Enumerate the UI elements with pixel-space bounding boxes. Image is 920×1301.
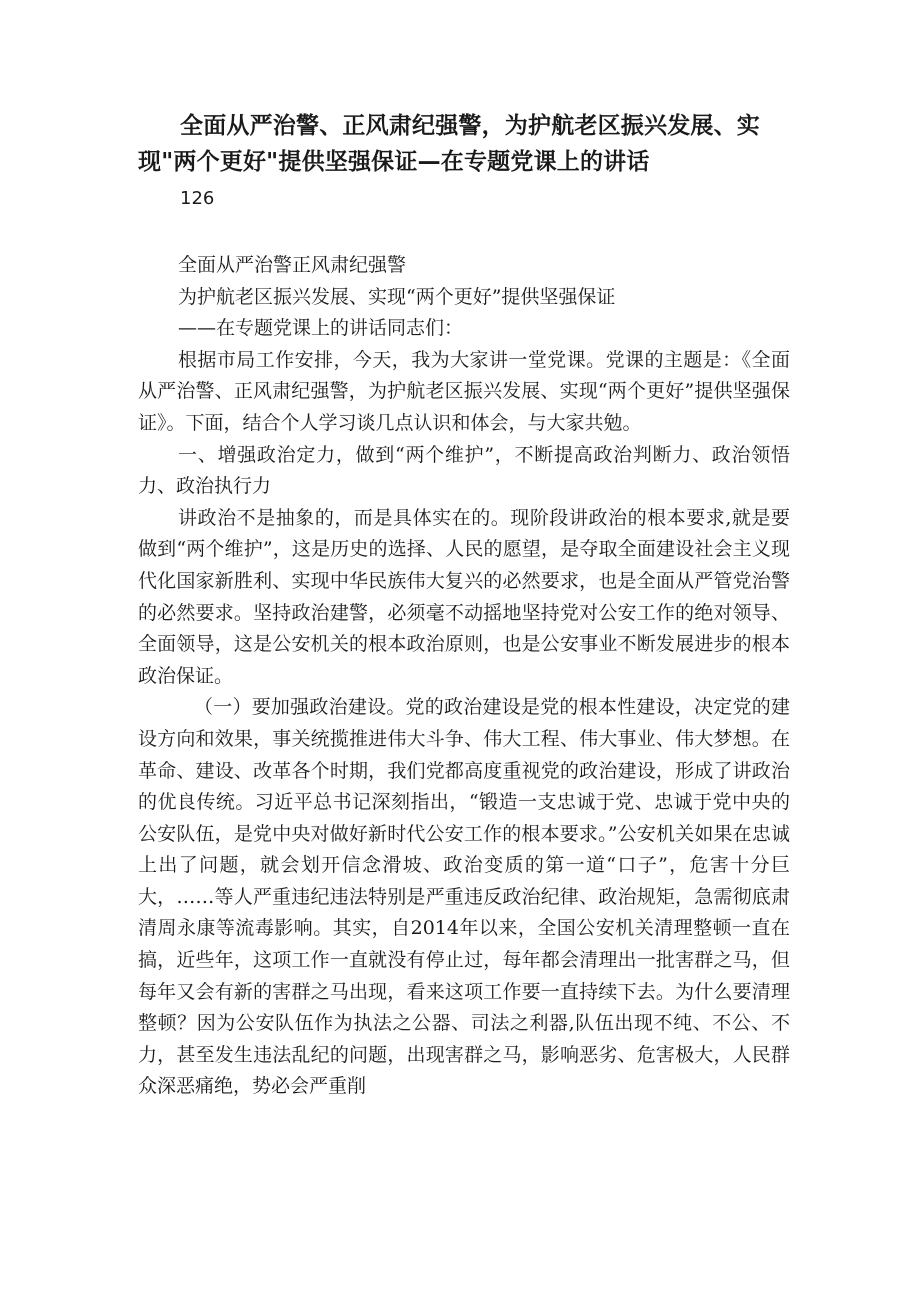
body-paragraph: ——在专题党课上的讲话同志们： (178, 317, 464, 340)
body-paragraph: （一）要加强政治建设。党的政治建设是党的根本性建设，决定党的建设方向和效果，事关统揽推进伟大斗争、伟大工程、伟大事业、伟大梦想。在革命、建设、改革各个时期，我们党都高度重视党的政治建设，形成了讲政治的优良传统。习近平总书记深刻指出，“锻造一支忠诚于党、忠诚于党中央的公安队伍，是党中央对做好新时代公安工作的根本要求。”公安机关如果在忠诚上出了问题，就会划开信念滑坡、政治变质的第一道“口子”，危害十分巨大，……等人严重违纪违法特别是严重违反政治纪律、政治规矩，急需彻底肃清周永康等流毒影响。其实，自2014年以来，全国公安机关清理整顿一直在搞，近些年，这项工作一直就没有停止过，每年都会清理出一批害群之马，但每年又会有新的害群之马出现，看来这项工作要一直持续下去。为什么要清理整顿？因为公安队伍作为执法之公器、司法之利器,队伍出现不纯、不公、不力，甚至发生违法乱纪的问题，出现害群之马，影响恶劣、危害极大，人民群众深恶痛绝，势必会严重削 (138, 696, 790, 1098)
section-heading: 一、增强政治定力，做到“两个维护”，不断提高政治判断力、政治领悟力、政治执行力 (138, 443, 790, 498)
body-paragraph: 全面从严治警正风肃纪强警 (178, 254, 407, 276)
body-paragraph: 讲政治不是抽象的，而是具体实在的。现阶段讲政治的根本要求,就是要做到“两个维护”，这是历史的选择、人民的愿望，是夺取全面建设社会主义现代化国家新胜利、实现中华民族伟大复兴的必然要求，也是全面从严管党治警的必然要求。坚持政治建警，必须毫不动摇地坚持党对公安工作的绝对领导、全面领导，这是公安机关的根本政治原则，也是公安事业不断发展进步的根本政治保证。 (138, 506, 790, 687)
document-title: 全面从严治警、正风肃纪强警，为护航老区振兴发展、实现"两个更好"提供坚强保证—在专题党课上的讲话 (138, 113, 760, 175)
body-paragraph: 为护航老区振兴发展、实现“两个更好”提供坚强保证 (178, 285, 616, 308)
document-number: 126 (180, 188, 215, 209)
document-body (138, 250, 790, 1103)
body-paragraph: 根据市局工作安排，今天，我为大家讲一堂党课。党课的主题是：《全面从严治警、正风肃纪强警，为护航老区振兴发展、实现“两个更好”提供坚强保证》。下面，结合个人学习谈几点认识和体会，与大家共勉。 (138, 348, 790, 434)
